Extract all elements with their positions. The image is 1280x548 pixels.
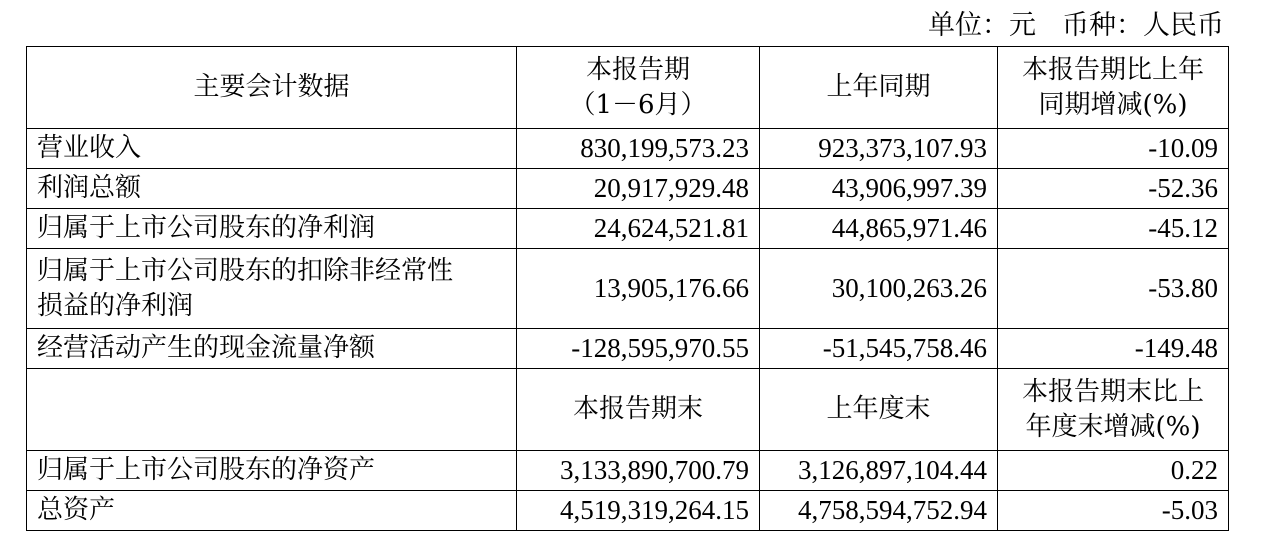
subheader-row bbox=[27, 369, 1229, 451]
unit-line bbox=[928, 8, 1224, 44]
row-label: 总资产 bbox=[27, 491, 517, 531]
row-label bbox=[27, 249, 517, 329]
header-prior-period: 上年同期 bbox=[760, 47, 998, 129]
table-row bbox=[27, 129, 1229, 169]
prior-value: 3,126,897,104.44 bbox=[760, 451, 998, 491]
header-change bbox=[998, 47, 1229, 129]
table-row bbox=[27, 169, 1229, 209]
current-value: 24,624,521.81 bbox=[517, 209, 760, 249]
subheader-empty-cell bbox=[27, 369, 517, 451]
table-row bbox=[27, 209, 1229, 249]
header-row bbox=[27, 47, 1229, 129]
current-value: 830,199,573.23 bbox=[517, 129, 760, 169]
prior-value: 4,758,594,752.94 bbox=[760, 491, 998, 531]
change-value: -52.36 bbox=[998, 169, 1229, 209]
table-row bbox=[27, 329, 1229, 369]
subheader-change-line1: 本报告期末比上 bbox=[1021, 376, 1204, 407]
header-current-period-line2: （1－6月） bbox=[569, 89, 707, 120]
change-value: -45.12 bbox=[998, 209, 1229, 249]
current-value: -128,595,970.55 bbox=[517, 329, 760, 369]
prior-value: 923,373,107.93 bbox=[760, 129, 998, 169]
change-value: -149.48 bbox=[998, 329, 1229, 369]
header-change-line1: 本报告期比上年 bbox=[1021, 54, 1204, 85]
row-label-line1: 归属于上市公司股东的扣除非经常性 bbox=[37, 255, 454, 286]
current-value: 13,905,176.66 bbox=[517, 249, 760, 329]
prior-value: 44,865,971.46 bbox=[760, 209, 998, 249]
change-value: -10.09 bbox=[998, 129, 1229, 169]
header-change-line2: 同期增减(%) bbox=[1038, 89, 1188, 120]
subheader-period-end: 本报告期末 bbox=[517, 369, 760, 451]
current-value: 4,519,319,264.15 bbox=[517, 491, 760, 531]
financial-data-table bbox=[26, 46, 1229, 531]
prior-value: 43,906,997.39 bbox=[760, 169, 998, 209]
subheader-change bbox=[998, 369, 1229, 451]
header-current-period bbox=[517, 47, 760, 129]
current-value: 3,133,890,700.79 bbox=[517, 451, 760, 491]
row-label: 归属于上市公司股东的净资产 bbox=[27, 451, 517, 491]
change-value: -5.03 bbox=[998, 491, 1229, 531]
current-value: 20,917,929.48 bbox=[517, 169, 760, 209]
header-indicator: 主要会计数据 bbox=[27, 47, 517, 129]
table-row bbox=[27, 451, 1229, 491]
row-label: 营业收入 bbox=[27, 129, 517, 169]
row-label: 归属于上市公司股东的净利润 bbox=[27, 209, 517, 249]
prior-value: -51,545,758.46 bbox=[760, 329, 998, 369]
currency-label: 币种：人民币 bbox=[1062, 10, 1224, 41]
table-row bbox=[27, 491, 1229, 531]
row-label: 利润总额 bbox=[27, 169, 517, 209]
change-value: -53.80 bbox=[998, 249, 1229, 329]
prior-value: 30,100,263.26 bbox=[760, 249, 998, 329]
subheader-change-line2: 年度末增减(%) bbox=[1025, 411, 1201, 442]
header-current-period-line1: 本报告期 bbox=[585, 54, 690, 85]
row-label-line2: 损益的净利润 bbox=[37, 290, 194, 321]
unit-label: 单位：元 bbox=[928, 10, 1036, 41]
change-value: 0.22 bbox=[998, 451, 1229, 491]
table-row bbox=[27, 249, 1229, 329]
row-label: 经营活动产生的现金流量净额 bbox=[27, 329, 517, 369]
subheader-prior-year-end: 上年度末 bbox=[760, 369, 998, 451]
